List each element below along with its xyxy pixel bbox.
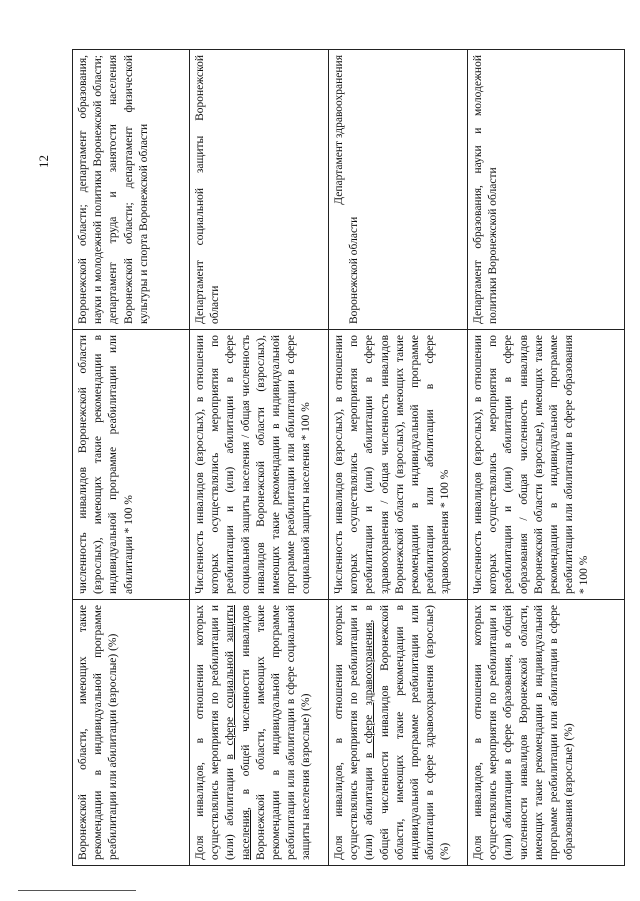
indicator-sphere-underlined: в сфере социальной защиты населения <box>224 605 252 860</box>
indicator-cell <box>190 600 329 866</box>
indicators-table-rotated <box>72 50 626 866</box>
indicator-cell: Воронежской области, имеющих такие рекомендации в индивидуальной программе реабилитации или абилитации (взрослые) (%) <box>73 600 190 866</box>
responsible-cell: Департамент социальной защиты Воронежской области <box>190 50 329 330</box>
formula-cell: Численность инвалидов (взрослых), в отношении которых осуществлялись мероприятия по реабилитации и (или) абилитации в сфере образования / общая численность инвалидов Воронежской области (взрослые), имеющих такие рекомендации в индивидуальной программе реабилитации или абилитации в сфере образования * 100 % <box>468 330 625 600</box>
responsible-line-1: Департамент здравоохранения <box>333 55 345 205</box>
indicator-text-end: , в общей численности инвалидов Воронежской области, имеющих такие рекомендации в индивидуальной программе реабилитации или абилитации в сфере социальной защиты населения (взрослые) (%) <box>239 605 313 860</box>
formula-cell: Численность инвалидов (взрослых), в отношении которых осуществлялись мероприятия по реабилитации и (или) абилитации в сфере здравоохранения / общая численность инвалидов Воронежской области (взрослых), имеющих такие рекомендации в индивидуальной программе реабилитации или абилитации в сфере здравоохранения * 100 % <box>329 330 468 600</box>
indicator-text-start: Доля инвалидов, в отношении которых осуществлялись мероприятия по реабилитации и (или) абилитации <box>333 605 376 860</box>
table-row <box>329 50 468 866</box>
indicator-cell <box>329 600 468 866</box>
indicator-sphere-underlined: в сфере здравоохранения <box>363 622 376 759</box>
responsible-line-2: Воронежской области <box>348 216 361 324</box>
indicators-table <box>72 49 625 866</box>
table-row <box>468 50 625 866</box>
table-row <box>190 50 329 866</box>
indicator-text-start: Доля инвалидов, в отношении которых осуществлялись мероприятия по реабилитации и (или) абилитации <box>194 605 237 860</box>
table-row <box>73 50 190 866</box>
bottom-divider <box>18 890 136 891</box>
responsible-cell: Воронежской области; департамент образования, науки и молодежной политики Воронежской области; департамент труда и занятости населения Воронежской области; департамент физической культуры и спорта Воронежской области <box>73 50 190 330</box>
responsible-cell <box>329 50 468 330</box>
formula-cell: численность инвалидов Воронежской области (взрослых), имеющих такие рекомендации в индивидуальной программе реабилитации или абилитации * 100 % <box>73 330 190 600</box>
indicator-cell: Доля инвалидов, в отношении которых осуществлялись мероприятия по реабилитации и (или) абилитации в сфере образования, в общей численности инвалидов Воронежской области, имеющих такие рекомендации в индивидуальной программе реабилитации или абилитации в сфере образования (взрослые) (%) <box>468 600 625 866</box>
indicator-text-end: , в общей численности инвалидов Воронежской области, имеющих такие рекомендации в индивидуальной программе реабилитации или абилитации в сфере здравоохранения (взрослые) (%) <box>363 605 452 860</box>
formula-cell: Численность инвалидов (взрослых), в отношении которых осуществлялись мероприятия по реабилитации и (или) абилитации в сфере социальной защиты населения / общая численность инвалидов Воронежской области (взрослых), имеющих такие рекомендации в индивидуальной программе реабилитации или абилитации в сфере социальной защиты населения * 100 % <box>190 330 329 600</box>
responsible-cell: Департамент образования, науки и молодежной политики Воронежской области <box>468 50 625 330</box>
